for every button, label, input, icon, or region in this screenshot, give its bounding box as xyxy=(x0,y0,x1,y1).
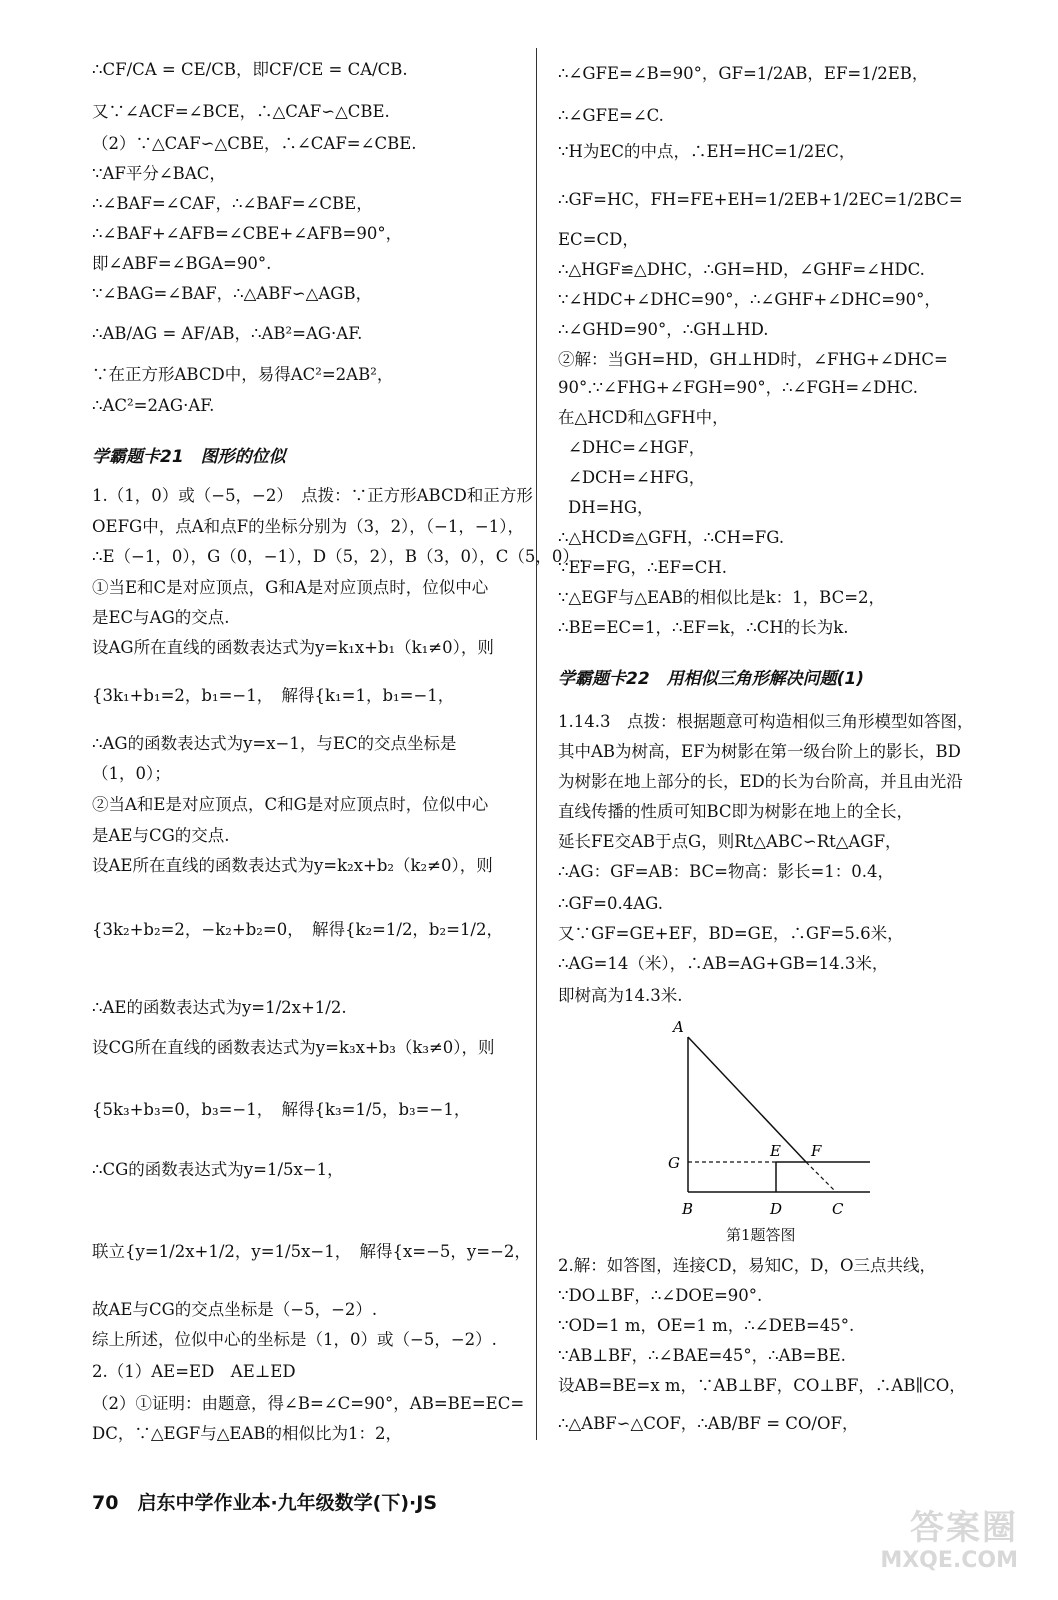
text-line: ∴∠BAF+∠AFB=∠CBE+∠AFB=90°， xyxy=(92,224,403,243)
text-line: ∵∠HDC+∠DHC=90°，∴∠GHF+∠DHC=90°， xyxy=(558,290,941,309)
tree-shadow-figure xyxy=(668,1012,978,1262)
text-line: 联立{y=1/2x+1/2，y=1/5x−1， 解得{x=−5，y=−2， xyxy=(92,1242,531,1261)
text-line: ∴AB/AG = AF/AB，∴AB²=AG·AF. xyxy=(92,324,363,343)
text-line: （2）∵△CAF∽△CBE，∴∠CAF=∠CBE. xyxy=(92,134,417,153)
text-line: ∴∠GFE=∠C. xyxy=(558,106,664,125)
text-line: 其中AB为树高，EF为树影在第一级台阶上的影长，BD xyxy=(558,742,961,761)
label-D: D xyxy=(770,1200,783,1218)
watermark-logo: 答案圈 xyxy=(910,1508,1018,1548)
text-line: DH=HG， xyxy=(568,498,654,517)
text-line: ∴GF=0.4AG. xyxy=(558,894,663,913)
text-line: 又∵GF=GE+EF，BD=GE，∴GF=5.6米， xyxy=(558,924,904,943)
label-C: C xyxy=(832,1200,844,1218)
section-heading-22: 学霸题卡22 用相似三角形解决问题(1) xyxy=(558,669,865,689)
text-line: 90°.∵∠FHG+∠FGH=90°，∴∠FGH=∠DHC. xyxy=(558,378,918,397)
text-line: ∵在正方形ABCD中，易得AC²=2AB²， xyxy=(92,365,394,384)
text-line: ∵∠BAG=∠BAF，∴△ABF∽△AGB， xyxy=(92,284,373,303)
figure-caption: 第1题答图 xyxy=(726,1226,796,1244)
text-line: 设AG所在直线的函数表达式为y=k₁x+b₁（k₁≠0），则 xyxy=(92,638,494,657)
text-line: ∵AB⊥BF，∴∠BAE=45°，∴AB=BE. xyxy=(558,1346,846,1365)
text-line: 设AE所在直线的函数表达式为y=k₂x+b₂（k₂≠0），则 xyxy=(92,856,493,875)
text-line: 1.（1，0）或（−5，−2） 点拨：∵正方形ABCD和正方形 xyxy=(92,486,533,505)
label-B: B xyxy=(682,1200,694,1218)
section-heading-21: 学霸题卡21 图形的位似 xyxy=(92,447,286,467)
text-line: {3k₁+b₁=2，b₁=−1， 解得{k₁=1，b₁=−1， xyxy=(92,686,455,705)
text-line: 即∠ABF=∠BGA=90°. xyxy=(92,254,272,273)
label-E: E xyxy=(770,1142,781,1160)
text-line: 为树影在地上部分的长，ED的长为台阶高，并且由光沿 xyxy=(558,772,963,791)
text-line: 即树高为14.3米. xyxy=(558,986,683,1005)
text-line: ②解：当GH=HD，GH⊥HD时，∠FHG+∠DHC= xyxy=(558,350,948,369)
label-A: A xyxy=(673,1018,684,1036)
text-line: ∴∠BAF=∠CAF，∴∠BAF=∠CBE， xyxy=(92,194,373,213)
text-line: ∵△EGF与△EAB的相似比是k：1，BC=2， xyxy=(558,588,886,607)
text-line: ∴AE的函数表达式为y=1/2x+1/2. xyxy=(92,998,347,1017)
text-line: ∵DO⊥BF，∴∠DOE=90°. xyxy=(558,1286,763,1305)
text-line: 延长FE交AB于点G，则Rt△ABC∽Rt△AGF， xyxy=(558,832,902,851)
text-line: ∴BE=EC=1，∴EF=k，∴CH的长为k. xyxy=(558,618,849,637)
text-line: （2）①证明：由题意，得∠B=∠C=90°，AB=BE=EC= xyxy=(92,1394,525,1413)
text-line: ∴AG=14（米），∴AB=AG+GB=14.3米， xyxy=(558,954,889,973)
text-line: ①当E和C是对应顶点，G和A是对应顶点时，位似中心 xyxy=(92,578,489,597)
text-line: ∴AG：GF=AB：BC=物高：影长=1：0.4， xyxy=(558,862,895,881)
text-line: 是EC与AG的交点. xyxy=(92,608,230,627)
text-line: 是AE与CG的交点. xyxy=(92,826,230,845)
text-line: ∴AG的函数表达式为y=x−1，与EC的交点坐标是 xyxy=(92,734,457,753)
text-line: {3k₂+b₂=2，−k₂+b₂=0， 解得{k₂=1/2，b₂=1/2， xyxy=(92,920,503,939)
text-line: OEFG中，点A和点F的坐标分别为（3，2），（−1，−1）， xyxy=(92,517,524,536)
label-G: G xyxy=(668,1154,680,1172)
text-line: ∵OD=1 m，OE=1 m，∴∠DEB=45°. xyxy=(558,1316,855,1335)
text-line: ∴△HCD≌△GFH，∴CH=FG. xyxy=(558,528,785,547)
text-line: ∵AF平分∠BAC， xyxy=(92,164,226,183)
text-line: 2.（1）AE=ED AE⊥ED xyxy=(92,1362,296,1381)
line-AF xyxy=(688,1037,806,1162)
text-line: 设AB=BE=x m，∵AB⊥BF，CO⊥BF，∴AB∥CO， xyxy=(558,1376,966,1395)
text-line: 设CG所在直线的函数表达式为y=k₃x+b₃（k₃≠0），则 xyxy=(92,1038,495,1057)
text-line: {5k₃+b₃=0，b₃=−1， 解得{k₃=1/5，b₃=−1， xyxy=(92,1100,471,1119)
text-line: ②当A和E是对应顶点，C和G是对应顶点时，位似中心 xyxy=(92,795,489,814)
text-line: ∵H为EC的中点，∴EH=HC=1/2EC， xyxy=(558,142,856,161)
text-line: （1，0）； xyxy=(92,764,171,783)
text-line: 故AE与CG的交点坐标是（−5，−2）. xyxy=(92,1300,378,1319)
text-line: ∴CF/CA = CE/CB，即CF/CE = CA/CB. xyxy=(92,60,408,79)
text-line: ∠DHC=∠HGF， xyxy=(568,438,706,457)
watermark-url: MXQE.COM xyxy=(880,1548,1018,1573)
text-line: ∴△HGF≌△DHC，∴GH=HD，∠GHF=∠HDC. xyxy=(558,260,925,279)
text-line: EC=CD， xyxy=(558,230,639,249)
text-line: 2.解：如答图，连接CD，易知C，D，O三点共线， xyxy=(558,1256,936,1275)
text-line: ∴AC²=2AG·AF. xyxy=(92,396,215,415)
text-line: 又∵∠ACF=∠BCE，∴△CAF∽△CBE. xyxy=(92,102,390,121)
text-line: 直线传播的性质可知BC即为树影在地上的全长， xyxy=(558,802,914,821)
label-F: F xyxy=(811,1142,822,1160)
page-footer: 70 启东中学作业本·九年级数学(下)·JS xyxy=(92,1492,437,1514)
line-FC-dashed xyxy=(806,1162,836,1192)
text-line: ∵EF=FG，∴EF=CH. xyxy=(558,558,728,577)
text-line: DC，∵△EGF与△EAB的相似比为1：2， xyxy=(92,1424,402,1443)
text-line: ∴∠GFE=∠B=90°，GF=1/2AB，EF=1/2EB， xyxy=(558,64,929,83)
text-line: ∴△ABF∽△COF，∴AB/BF = CO/OF， xyxy=(558,1414,859,1433)
text-line: ∠DCH=∠HFG， xyxy=(568,468,706,487)
text-line: ∴E（−1，0），G（0，−1），D（5，2），B（3，0），C（5，0）. xyxy=(92,547,585,566)
text-line: ∴∠GHD=90°，∴GH⊥HD. xyxy=(558,320,769,339)
text-line: ∴CG的函数表达式为y=1/5x−1， xyxy=(92,1160,344,1179)
text-line: 在△HCD和△GFH中， xyxy=(558,408,729,427)
column-divider xyxy=(536,48,537,1440)
text-line: ∴GF=HC，FH=FE+EH=1/2EB+1/2EC=1/2BC= xyxy=(558,190,963,209)
text-line: 1.14.3 点拨：根据题意可构造相似三角形模型如答图， xyxy=(558,712,974,731)
text-line: 综上所述，位似中心的坐标是（1，0）或（−5，−2）. xyxy=(92,1330,497,1349)
